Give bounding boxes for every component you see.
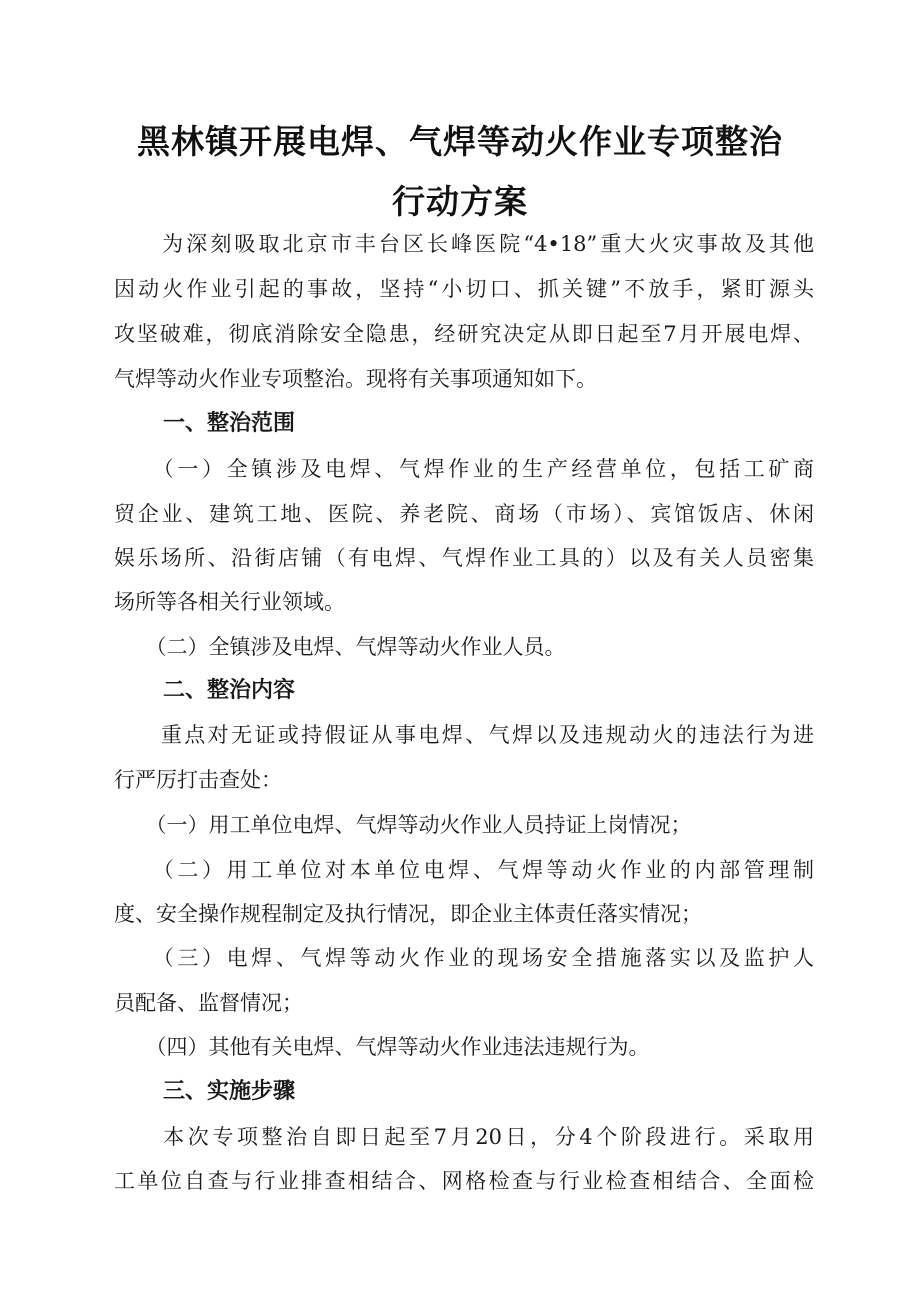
- scope-item-2: （二）全镇涉及电焊、气焊等动火作业人员。: [114, 635, 566, 659]
- content-item-2-line: （二）用工单位对本单位电焊、气焊等动火作业的内部管理制: [114, 858, 814, 882]
- scope-item-1-line: 娱乐场所、沿街店铺（有电焊、气焊作业工具的）以及有关人员密集: [114, 546, 814, 570]
- content-item-4: （四）其他有关电焊、气焊等动火作业违法违规行为。: [114, 1035, 650, 1059]
- content-item-1: （一）用工单位电焊、气焊等动火作业人员持证上岗情况；: [114, 813, 692, 837]
- content-intro-line: 行严厉打击查处：: [114, 768, 282, 792]
- steps-body-line: 本次专项整治自即日起至7月20日，分4个阶段进行。采取用: [114, 1125, 814, 1149]
- section-heading-steps: 三、实施步骤: [163, 1079, 296, 1104]
- steps-body-line: 工单位自查与行业排查相结合、网格检查与行业检查相结合、全面检: [114, 1169, 814, 1193]
- content-item-3-line: （三）电焊、气焊等动火作业的现场安全措施落实以及监护人: [114, 946, 814, 970]
- section-heading-content: 二、整治内容: [163, 678, 296, 703]
- section-heading-scope: 一、整治范围: [163, 411, 296, 436]
- content-item-2-line: 度、安全操作规程制定及执行情况，即企业主体责任落实情况；: [114, 902, 702, 926]
- scope-item-1-line: 贸企业、建筑工地、医院、养老院、商场（市场）、宾馆饭店、休闲: [114, 502, 814, 526]
- intro-line: 气焊等动火作业专项整治。现将有关事项通知如下。: [114, 367, 597, 391]
- intro-line: 攻坚破难，彻底消除安全隐患，经研究决定从即日起至7月开展电焊、: [114, 322, 814, 346]
- content-item-3-line: 员配备、监督情况；: [114, 991, 303, 1015]
- document-title-line-2: 行动方案: [392, 182, 528, 221]
- scope-item-1-line: （一）全镇涉及电焊、气焊作业的生产经营单位，包括工矿商: [114, 457, 814, 481]
- intro-line: 为深刻吸取北京市丰台区长峰医院“4•18”重大火灾事故及其他: [114, 232, 814, 256]
- content-intro-line: 重点对无证或持假证从事电焊、气焊以及违规动火的违法行为进: [114, 723, 814, 747]
- scope-item-1-line: 场所等各相关行业领域。: [114, 590, 345, 614]
- intro-line: 因动火作业引起的事故，坚持“小切口、抓关键”不放手，紧盯源头: [114, 277, 814, 301]
- document-title-line-1: 黑林镇开展电焊、气焊等动火作业专项整治: [137, 122, 783, 161]
